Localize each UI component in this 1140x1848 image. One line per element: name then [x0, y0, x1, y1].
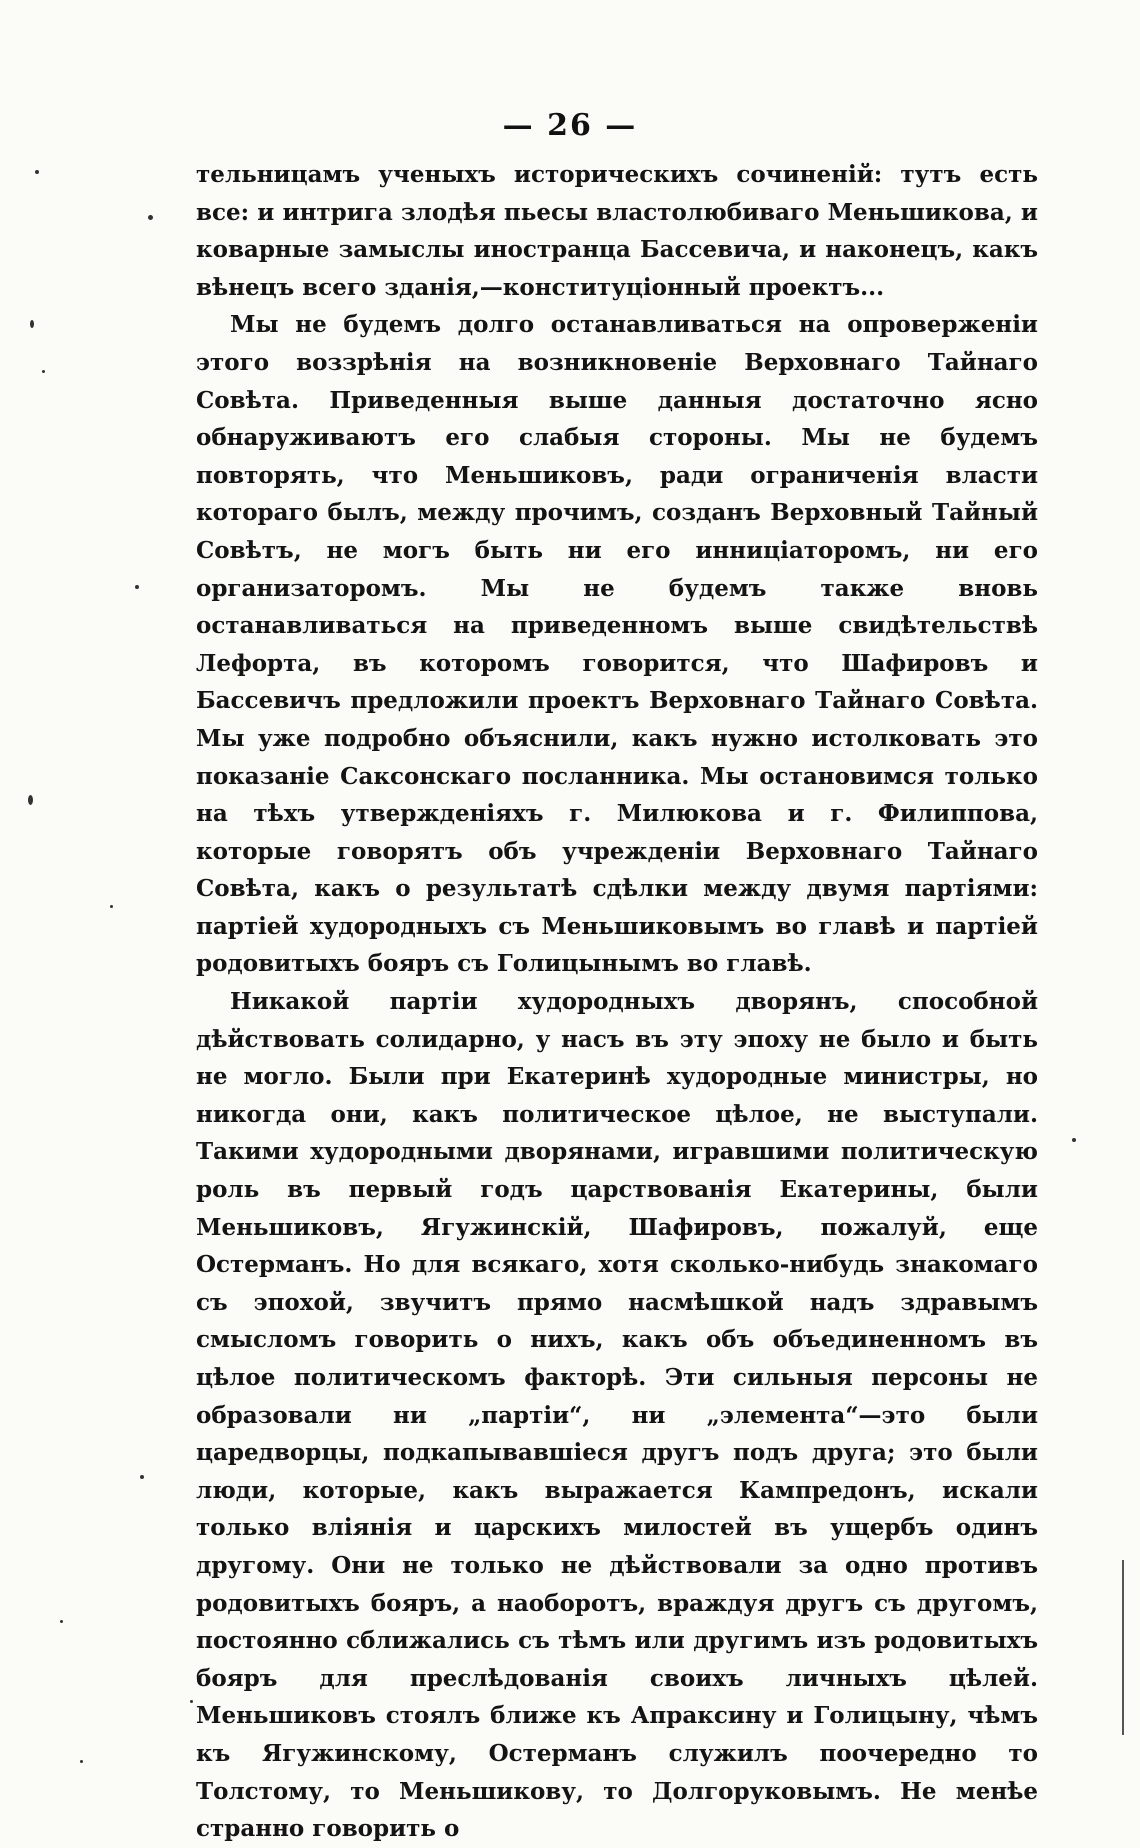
scan-speck [1072, 1138, 1076, 1142]
scan-speck [135, 585, 139, 589]
scan-speck [30, 320, 34, 328]
paragraph-continuation: тельницамъ ученыхъ историческихъ сочиненій: тутъ есть все: и интрига злодѣя пьесы властолюбиваго Меньшикова, и коварные замыслы иностранца Бассевича, и наконецъ, какъ вѣнецъ всего зданія,—конституціонный проектъ... [196, 161, 1038, 301]
scan-speck [60, 1620, 63, 1623]
paragraph-supreme-council: Мы не будемъ долго останавливаться на опроверженіи этого воззрѣнія на возникновеніе Верховнаго Тайнаго Совѣта. Приведенныя выше данныя достаточно ясно обнаруживаютъ его слабыя стороны. Мы не будемъ повторять, что Меньшиковъ, ради ограниченія власти котораго былъ, между прочимъ, созданъ Верховный Тайный Совѣтъ, не могъ быть ни его инниціаторомъ, ни его организаторомъ. Мы не будемъ также вновь останавливаться на приведенномъ выше свидѣтельствѣ Лефорта, въ которомъ говорится, что Шафировъ и Бассевичъ предложили проектъ Верховнаго Тайнаго Совѣта. Мы уже подробно объяснили, какъ нужно истолковать это показаніе Саксонскаго посланника. Мы остановимся только на тѣхъ утвержденіяхъ г. Милюкова и г. Филиппова, которые говорятъ объ учрежденіи Верховнаго Тайнаго Совѣта, какъ о результатѣ сдѣлки между двумя партіями: партіей худородныхъ съ Меньшиковымъ во главѣ и партіей родовитыхъ бояръ съ Голицынымъ во главѣ. [196, 311, 1038, 978]
page-body [196, 156, 1038, 1848]
paragraph-lowborn-party: Никакой партіи худородныхъ дворянъ, способной дѣйствовать солидарно, у насъ въ эту эпоху не было и быть не могло. Были при Екатеринѣ худородные министры, но никогда они, какъ политическое цѣлое, не выступали. Такими худородными дворянами, игравшими политическую роль въ первый годъ царствованія Екатерины, были Меньшиковъ, Ягужинскій, Шафировъ, пожалуй, еще Остерманъ. Но для всякаго, хотя сколько-нибудь знакомаго съ эпохой, звучитъ прямо насмѣшкой надъ здравымъ смысломъ говорить о нихъ, какъ объ объединенномъ въ цѣлое политическомъ факторѣ. Эти сильныя персоны не образовали ни „партіи“, ни „элемента“—это были царедворцы, подкапывавшіеся другъ подъ друга; это были люди, которые, какъ выражается Кампредонъ, искали только вліянія и царскихъ милостей въ ущербъ одинъ другому. Они не только не дѣйствовали за одно противъ родовитыхъ бояръ, а наоборотъ, враждуя другъ съ другомъ, постоянно сближались съ тѣмъ или другимъ изъ родовитыхъ бояръ для преслѣдованія своихъ личныхъ цѣлей. Меньшиковъ стоялъ ближе къ Апраксину и Голицыну, чѣмъ къ Ягужинскому, Остерманъ служилъ поочередно то Толстому, то Меньшикову, то Долгоруковымъ. Не менѣе странно говорить о [196, 988, 1038, 1843]
scan-speck [28, 795, 33, 805]
page-number: — 26 — [502, 108, 638, 143]
scan-speck [35, 170, 39, 174]
scan-speck [148, 215, 153, 220]
scan-speck [140, 1475, 144, 1479]
scan-speck [190, 1700, 193, 1703]
scan-speck [110, 905, 113, 908]
scan-edge-line [1122, 1560, 1124, 1735]
scan-speck [42, 370, 45, 373]
scan-speck [80, 1760, 83, 1763]
